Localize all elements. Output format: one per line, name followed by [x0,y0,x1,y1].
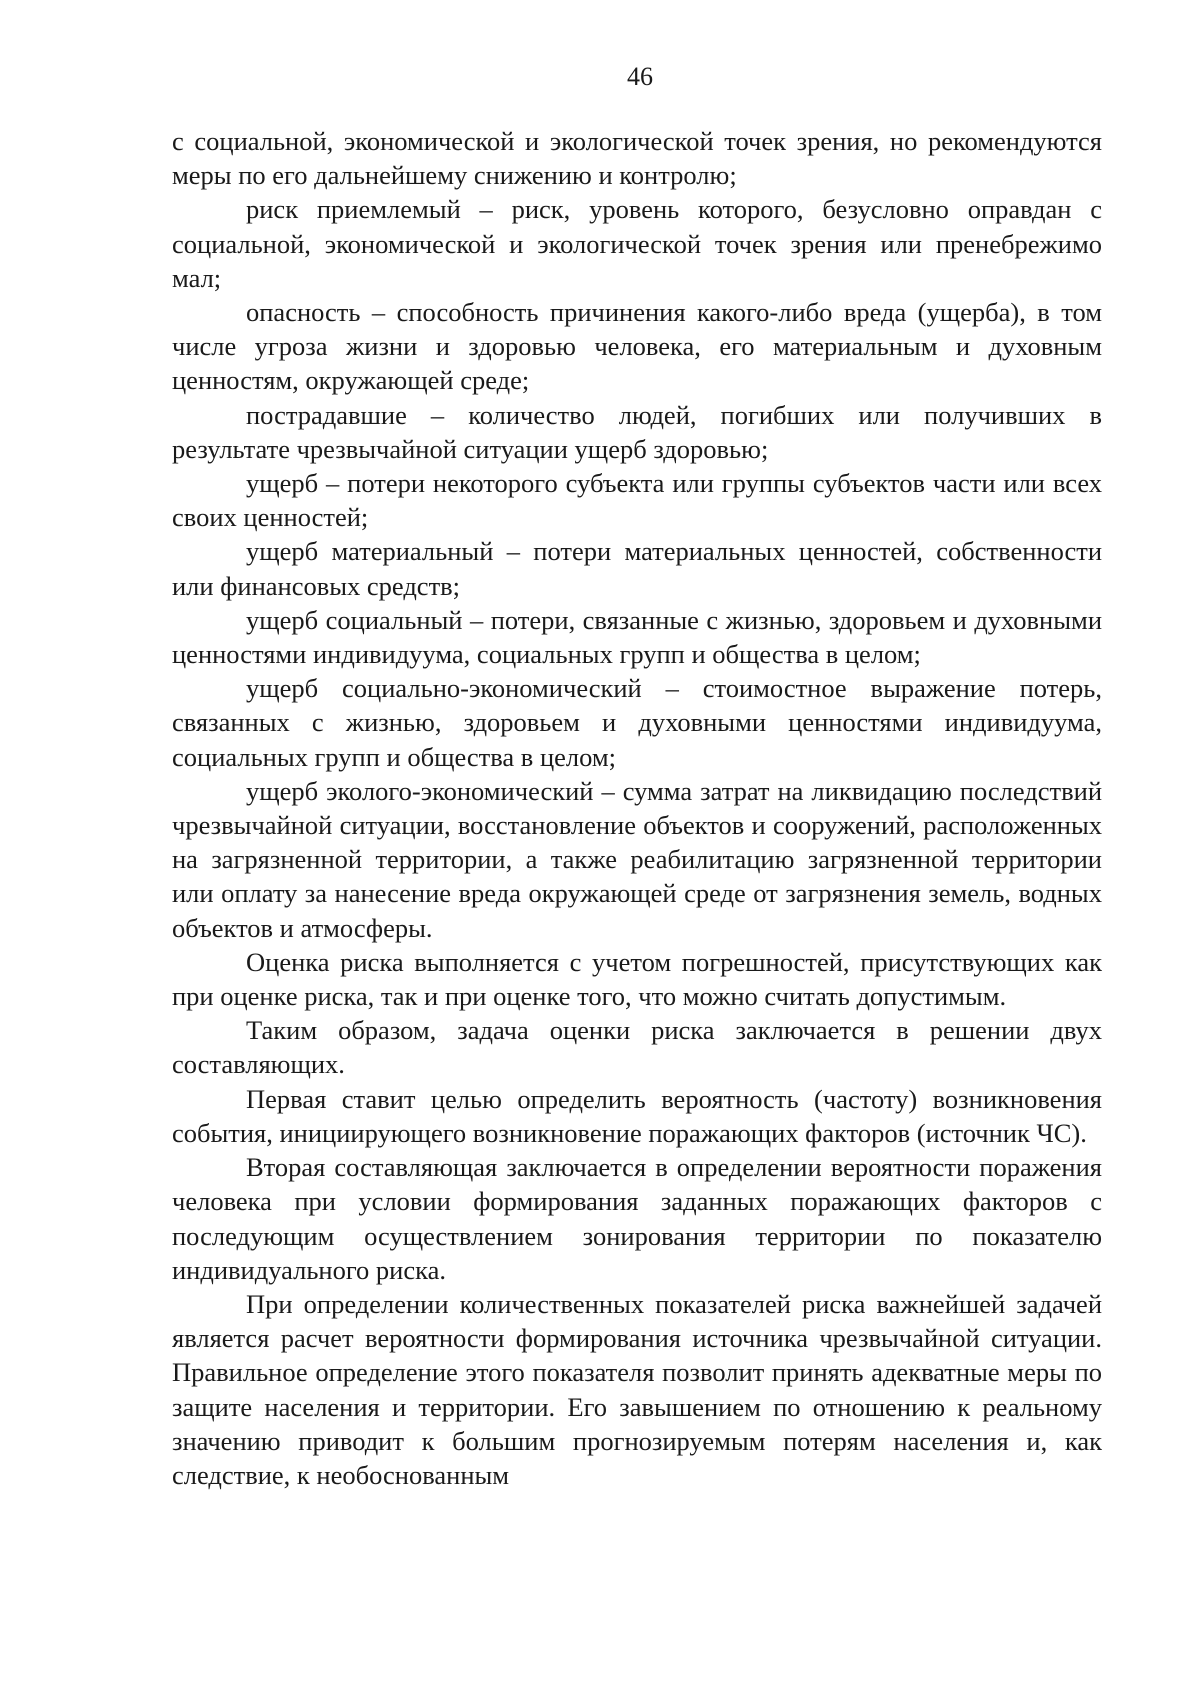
paragraph: ущерб социально-экономический – стоимостное выражение потерь, связанных с жизнью, здоровьем и духовными ценностями индивидуума, социальных групп и общества в целом; [172,673,1102,772]
paragraph: пострадавшие – количество людей, погибших или получивших в результате чрезвычайной ситуации ущерб здоровью; [172,399,1102,464]
paragraph: При определении количественных показателей риска важнейшей задачей является расчет вероятности формирования источника чрезвычайной ситуации. Правильное определение этого показателя позволит принять адекватные меры по защите населения и территории. Его завышением по отношению к реальному значению приводит к большим прогнозируемым потерям населения и, как следствие, к необоснованным [172,1288,1102,1490]
paragraph: ущерб – потери некоторого субъекта или группы субъектов части или всех своих ценностей; [172,468,1102,533]
page-number: 46 [627,62,653,91]
paragraph: Вторая составляющая заключается в определении вероятности поражения человека при условии формирования заданных поражающих факторов с последующим осуществлением зонирования территории по показателю индивидуального риска. [172,1152,1102,1285]
paragraph: ущерб материальный – потери материальных ценностей, собственности или финансовых средств; [172,536,1102,601]
paragraph: риск приемлемый – риск, уровень которого, безусловно оправдан с социальной, экономической и экологической точек зрения или пренебрежимо мал; [172,194,1102,293]
paragraph: Оценка риска выполняется с учетом погрешностей, присутствующих как при оценке риска, так и при оценке того, что можно считать допустимым. [172,946,1102,1012]
paragraph: с социальной, экономической и экологической точек зрения, но рекомендуются меры по его дальнейшему снижению и контролю; [172,126,1102,191]
paragraph: ущерб эколого-экономический – сумма затрат на ликвидацию последствий чрезвычайной ситуации, восстановление объектов и сооружений, расположенных на загрязненной территории, а также реабилитацию загрязненной территории или оплату за нанесение вреда окружающей среде от загрязнения земель, водных объектов и атмосферы. [172,775,1102,943]
paragraph: опасность – способность причинения какого-либо вреда (ущерба), в том числе угроза жизни и здоровью человека, его материальным и духовным ценностям, окружающей среде; [172,297,1102,396]
paragraph: Таким образом, задача оценки риска заключается в решении двух составляющих. [172,1015,1102,1080]
document-body [172,124,1102,1492]
paragraph: ущерб социальный – потери, связанные с жизнью, здоровьем и духовными ценностями индивидуума, социальных групп и общества в целом; [172,604,1102,670]
paragraph: Первая ставит целью определить вероятность (частоту) возникновения события, инициирующего возникновение поражающих факторов (источник ЧС). [172,1083,1102,1148]
